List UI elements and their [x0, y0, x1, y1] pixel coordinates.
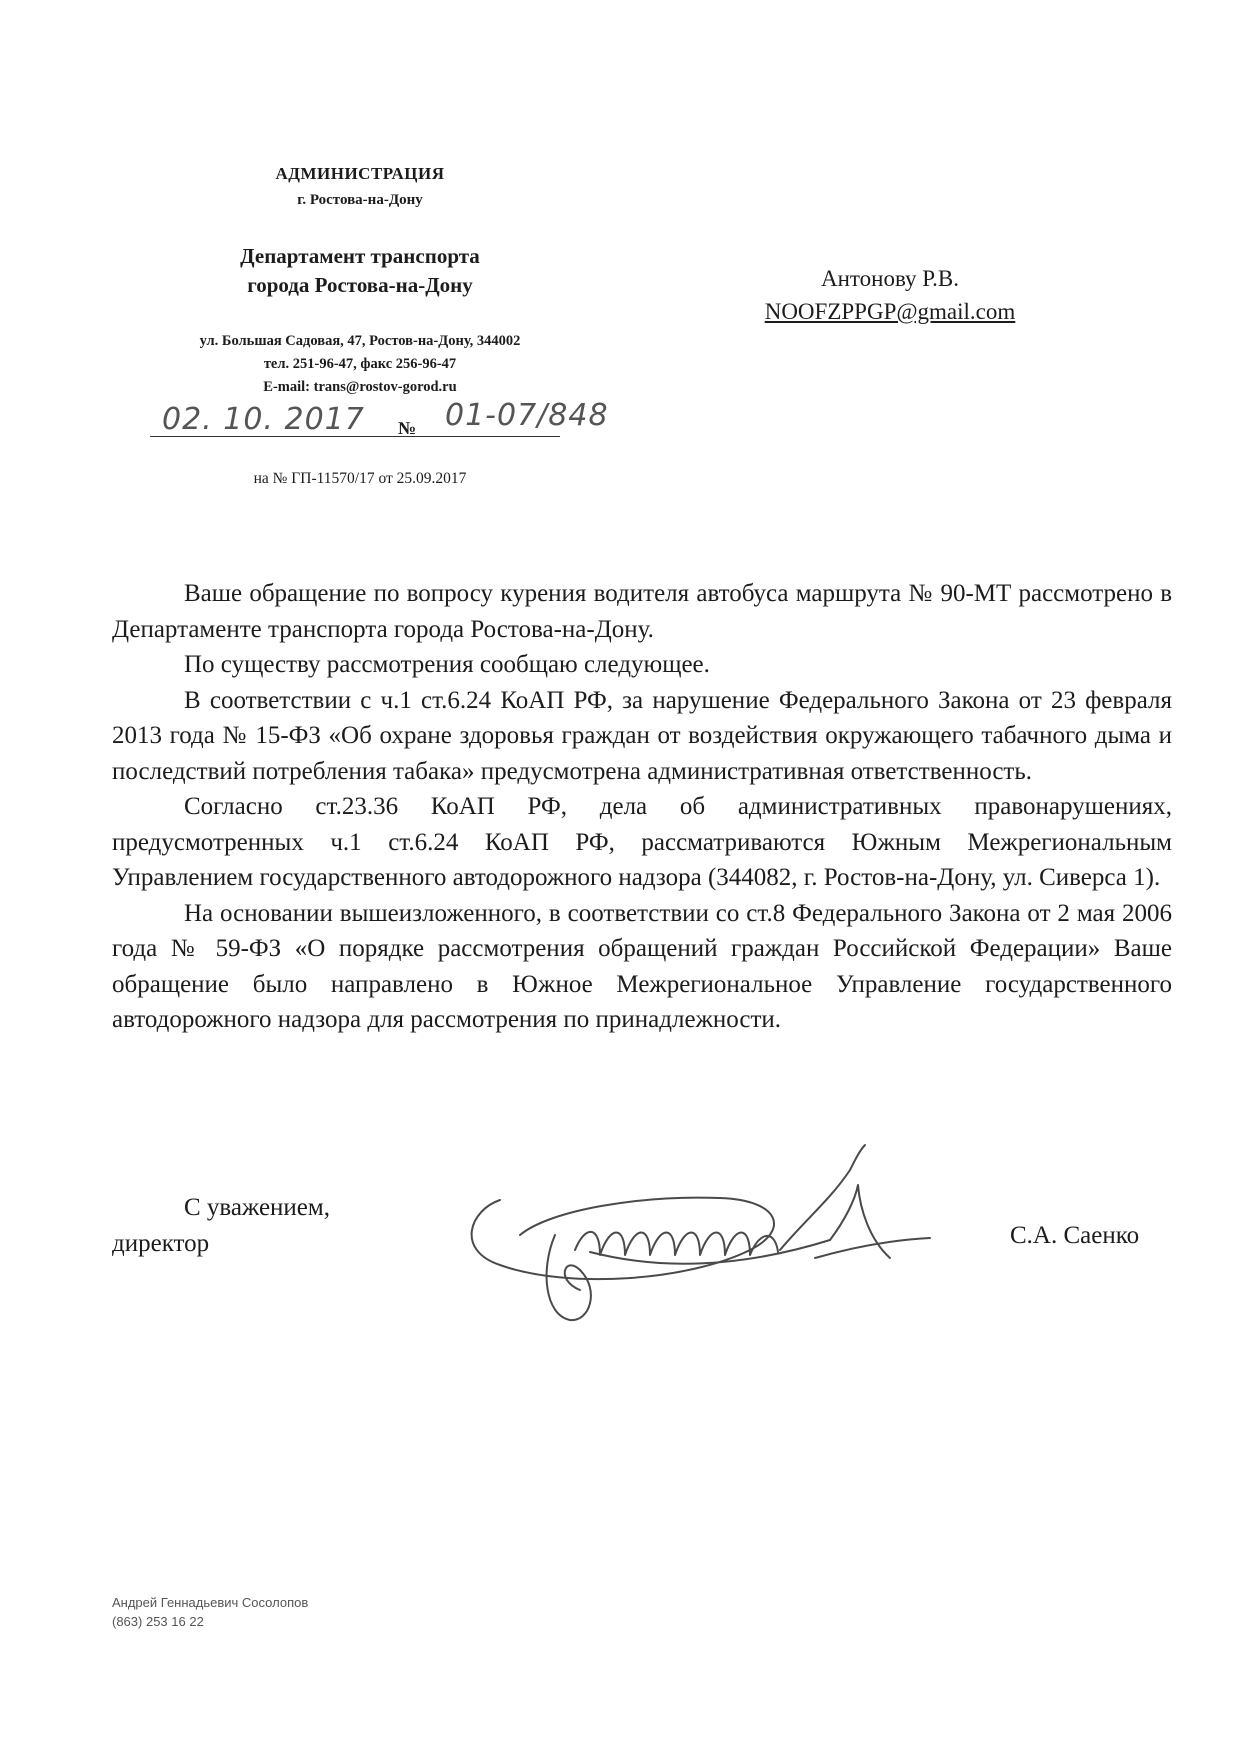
- handwritten-signature: [460, 1140, 980, 1340]
- body-paragraph-4: Согласно ст.23.36 КоАП РФ, дела об административных правонарушениях, предусмотренных ч.1 ст.6.24 КоАП РФ, рассматриваются Южным Межрегиональным Управлением государственного автодорожного надзора (344082, г. Ростов-на-Дону, ул. Сиверса 1).: [112, 793, 1172, 891]
- recipient-email: NOOFZPPGP@gmail.com: [764, 299, 1016, 324]
- letterhead-city: г. Ростова-на-Дону: [297, 192, 423, 208]
- department-line-1: Департамент транспорта: [240, 244, 480, 268]
- executor-phone: (863) 253 16 22: [112, 1614, 204, 1629]
- body-paragraph-1: Ваше обращение по вопросу курения водителя автобуса маршрута № 90-МТ рассмотрено в Департаменте транспорта города Ростова-на-Дону.: [112, 580, 1172, 643]
- recipient-name: Антонову Р.В.: [820, 266, 960, 291]
- letterhead-department: [170, 242, 550, 300]
- position-text: директор: [112, 1229, 210, 1257]
- reply-reference: на № ГП-11570/17 от 25.09.2017: [253, 470, 467, 487]
- body-paragraph-2: По существу рассмотрения сообщаю следующее.: [184, 651, 710, 678]
- signatory-name: С.А. Саенко: [1010, 1222, 1140, 1249]
- letterhead-phone: тел. 251-96-47, факс 256-96-47: [263, 356, 457, 372]
- letter-body: [112, 576, 1172, 1038]
- body-paragraph-5: На основании вышеизложенного, в соответствии со ст.8 Федерального Закона от 2 мая 2006 года № 59-ФЗ «О порядке рассмотрения обращений граждан Российской Федерации» Ваше обращение было направлено в Южное Межрегиональное Управление государственного автодорожного надзора для рассмотрения по принадлежности.: [112, 899, 1172, 1033]
- body-paragraph-3: В соответствии с ч.1 ст.6.24 КоАП РФ, за нарушение Федерального Закона от 23 февраля 2013 года № 15-ФЗ «Об охране здоровья граждан от воздействия окружающего табачного дыма и последствий потребления табака» предусмотрена административная ответственность.: [112, 686, 1172, 785]
- letterhead-address: ул. Большая Садовая, 47, Ростов-на-Дону, 344002: [199, 333, 521, 349]
- registration-number: 01-07/848: [445, 398, 609, 433]
- closing-text: С уважением,: [184, 1194, 330, 1221]
- registration-underline: [150, 436, 560, 437]
- registration-date: 02. 10. 2017: [162, 402, 365, 437]
- registration-number-sign: №: [398, 418, 417, 438]
- signature-left: [112, 1190, 330, 1261]
- letterhead-admin: АДМИНИСТРАЦИЯ: [275, 164, 445, 183]
- letterhead-email: E-mail: trans@rostov-gorod.ru: [263, 379, 457, 395]
- department-line-2: города Ростова-на-Дону: [247, 273, 473, 297]
- recipient-block: [700, 262, 1080, 328]
- executor-name: Андрей Геннадьевич Сосолопов: [112, 1595, 309, 1610]
